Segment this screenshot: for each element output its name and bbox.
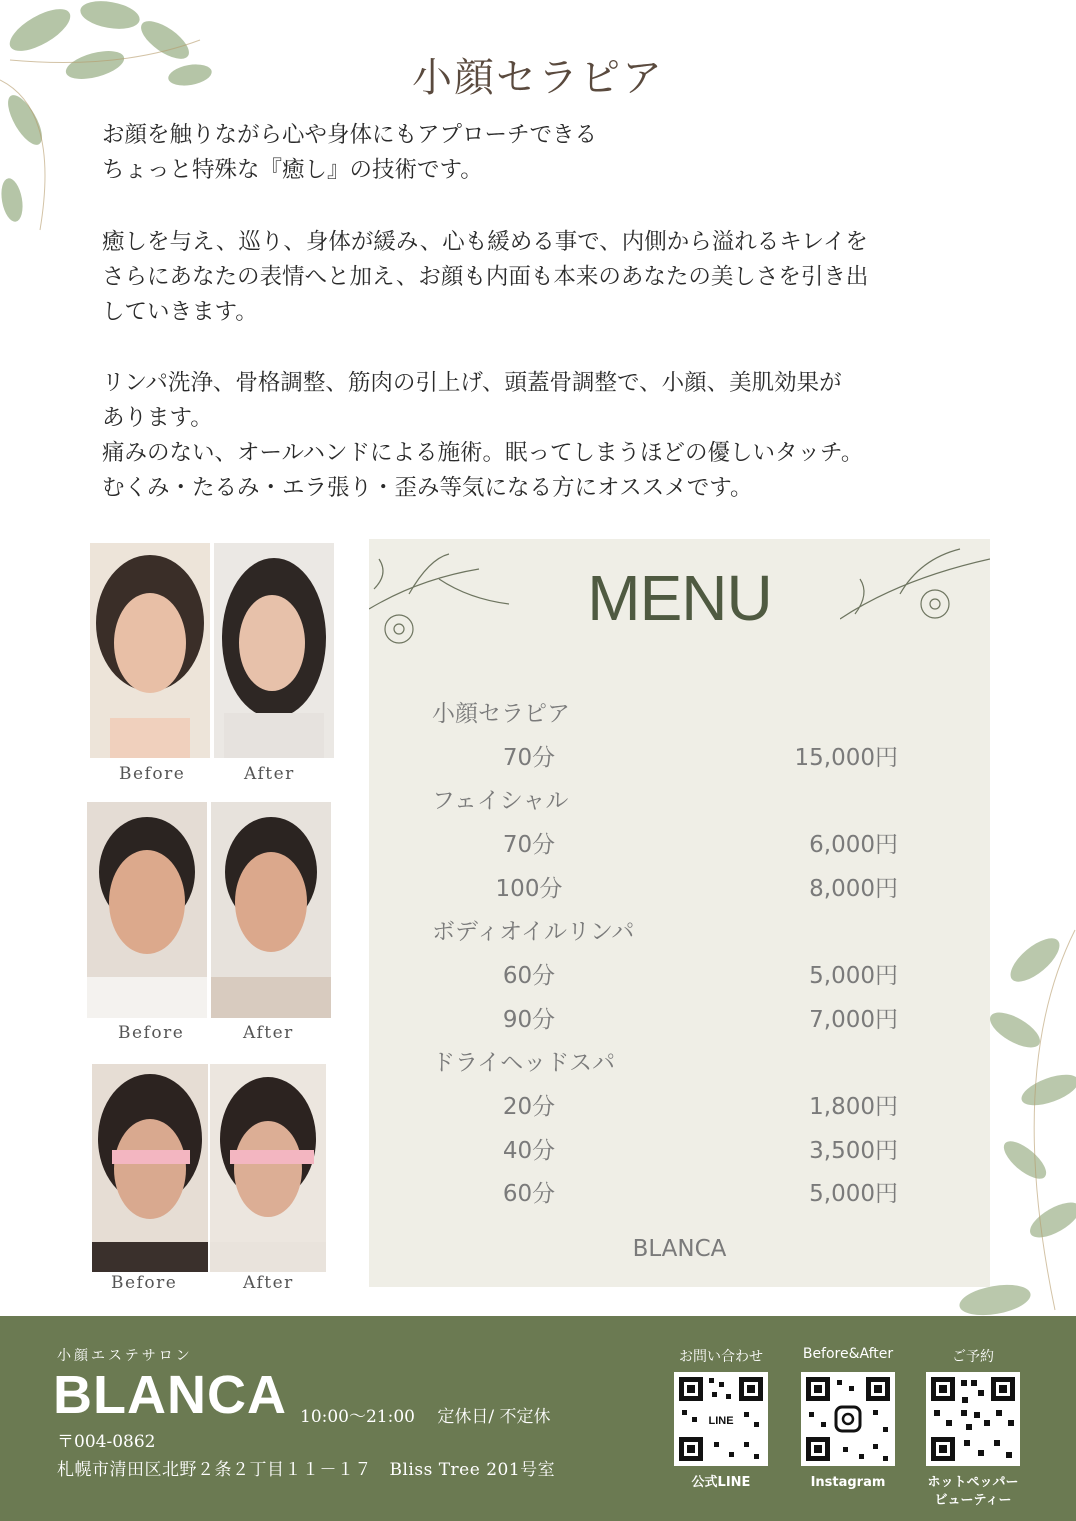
menu-category: ドライヘッドスパ [432, 1050, 616, 1076]
menu-duration: 60分 [502, 963, 556, 989]
salon-name: BLANCA [53, 1365, 287, 1425]
intro-paragraph-3 [102, 366, 1002, 506]
menu-duration: 90分 [502, 1007, 556, 1033]
menu-duration: 40分 [502, 1138, 556, 1164]
menu-duration: 60分 [502, 1181, 556, 1207]
before-caption: Before [119, 764, 186, 784]
after-caption: After [243, 1273, 294, 1293]
qr-line[interactable] [661, 1346, 781, 1492]
intro-line: お顔を触りながら心や身体にもアプローチできる [102, 122, 598, 148]
menu-category: 小顔セラピア [432, 701, 570, 727]
qr-top-label: Before&After [802, 1346, 894, 1362]
menu-price: 7,000円 [809, 1007, 898, 1033]
intro-line: リンパ洗浄、骨格調整、筋肉の引上げ、頭蓋骨調整で、小顔、美肌効果が [102, 370, 842, 396]
menu-title: MENU [587, 562, 772, 634]
intro-line: 癒しを与え、巡り、身体が緩み、心も緩める事で、内側から溢れるキレイを [102, 229, 868, 255]
menu-duration: 20分 [502, 1094, 556, 1120]
qr-bottom-label: 公式LINE [691, 1475, 751, 1490]
salon-type: 小顔エステサロン [57, 1348, 193, 1364]
menu-price: 5,000円 [809, 1181, 898, 1207]
postal-code: 〒004-0862 [57, 1432, 156, 1452]
menu-price: 6,000円 [809, 832, 898, 858]
menu-category: フェイシャル [432, 788, 569, 814]
qr-hotpepper[interactable] [913, 1346, 1033, 1510]
after-photo [214, 543, 334, 758]
menu-category: ボディオイルリンパ [432, 919, 635, 945]
qr-code-icon[interactable] [926, 1372, 1020, 1466]
before-caption: Before [118, 1023, 185, 1043]
address: 札幌市清田区北野２条２丁目１１－１７ Bliss Tree 201号室 [57, 1460, 556, 1480]
qr-top-label: お問い合わせ [679, 1349, 763, 1365]
qr-bottom-label: Instagram [810, 1475, 886, 1490]
intro-paragraph-1 [102, 118, 1002, 188]
qr-center-label: LINE [708, 1415, 734, 1427]
intro-paragraph-2 [102, 225, 1002, 330]
after-caption: After [244, 764, 295, 784]
qr-instagram[interactable] [788, 1346, 908, 1492]
intro-line: あります。 [102, 405, 213, 431]
intro-line: むくみ・たるみ・エラ張り・歪み等気になる方にオススメです。 [102, 475, 753, 501]
menu-price: 3,500円 [809, 1138, 898, 1164]
intro-line: していきます。 [102, 299, 258, 325]
after-caption: After [243, 1023, 294, 1043]
before-after-pair-1 [86, 543, 332, 793]
after-photo [210, 1064, 330, 1272]
after-photo [211, 802, 331, 1018]
before-photo [90, 543, 210, 758]
page-title: 小顔セラピア [412, 55, 664, 101]
footer [0, 1316, 1076, 1521]
qr-code-icon[interactable] [674, 1372, 768, 1466]
qr-top-label: ご予約 [952, 1349, 994, 1365]
qr-code-icon[interactable] [801, 1372, 895, 1466]
menu-price: 15,000円 [794, 745, 898, 771]
menu-brand: BLANCA [632, 1236, 727, 1262]
menu-price: 8,000円 [809, 876, 898, 902]
before-after-pair-2 [86, 802, 332, 1052]
intro-line: さらにあなたの表情へと加え、お顔も内面も本来のあなたの美しさを引き出 [102, 264, 869, 290]
before-after-pair-3 [86, 1064, 332, 1304]
menu-price: 5,000円 [809, 963, 898, 989]
intro-line: 痛みのない、オールハンドによる施術。眠ってしまうほどの優しいタッチ。 [102, 440, 864, 466]
menu-duration: 70分 [502, 745, 556, 771]
before-photo [92, 1064, 212, 1272]
menu-duration: 100分 [495, 876, 563, 902]
menu-card [369, 539, 990, 1287]
menu-price: 1,800円 [809, 1094, 898, 1120]
qr-bottom-label: ホットペッパー ビューティー [927, 1475, 1019, 1508]
business-hours: 10:00〜21:00 定休日/ 不定休 [300, 1407, 551, 1427]
before-photo [87, 802, 207, 1018]
menu-duration: 70分 [502, 832, 556, 858]
intro-line: ちょっと特殊な『癒し』の技術です。 [102, 157, 483, 183]
before-caption: Before [111, 1273, 178, 1293]
